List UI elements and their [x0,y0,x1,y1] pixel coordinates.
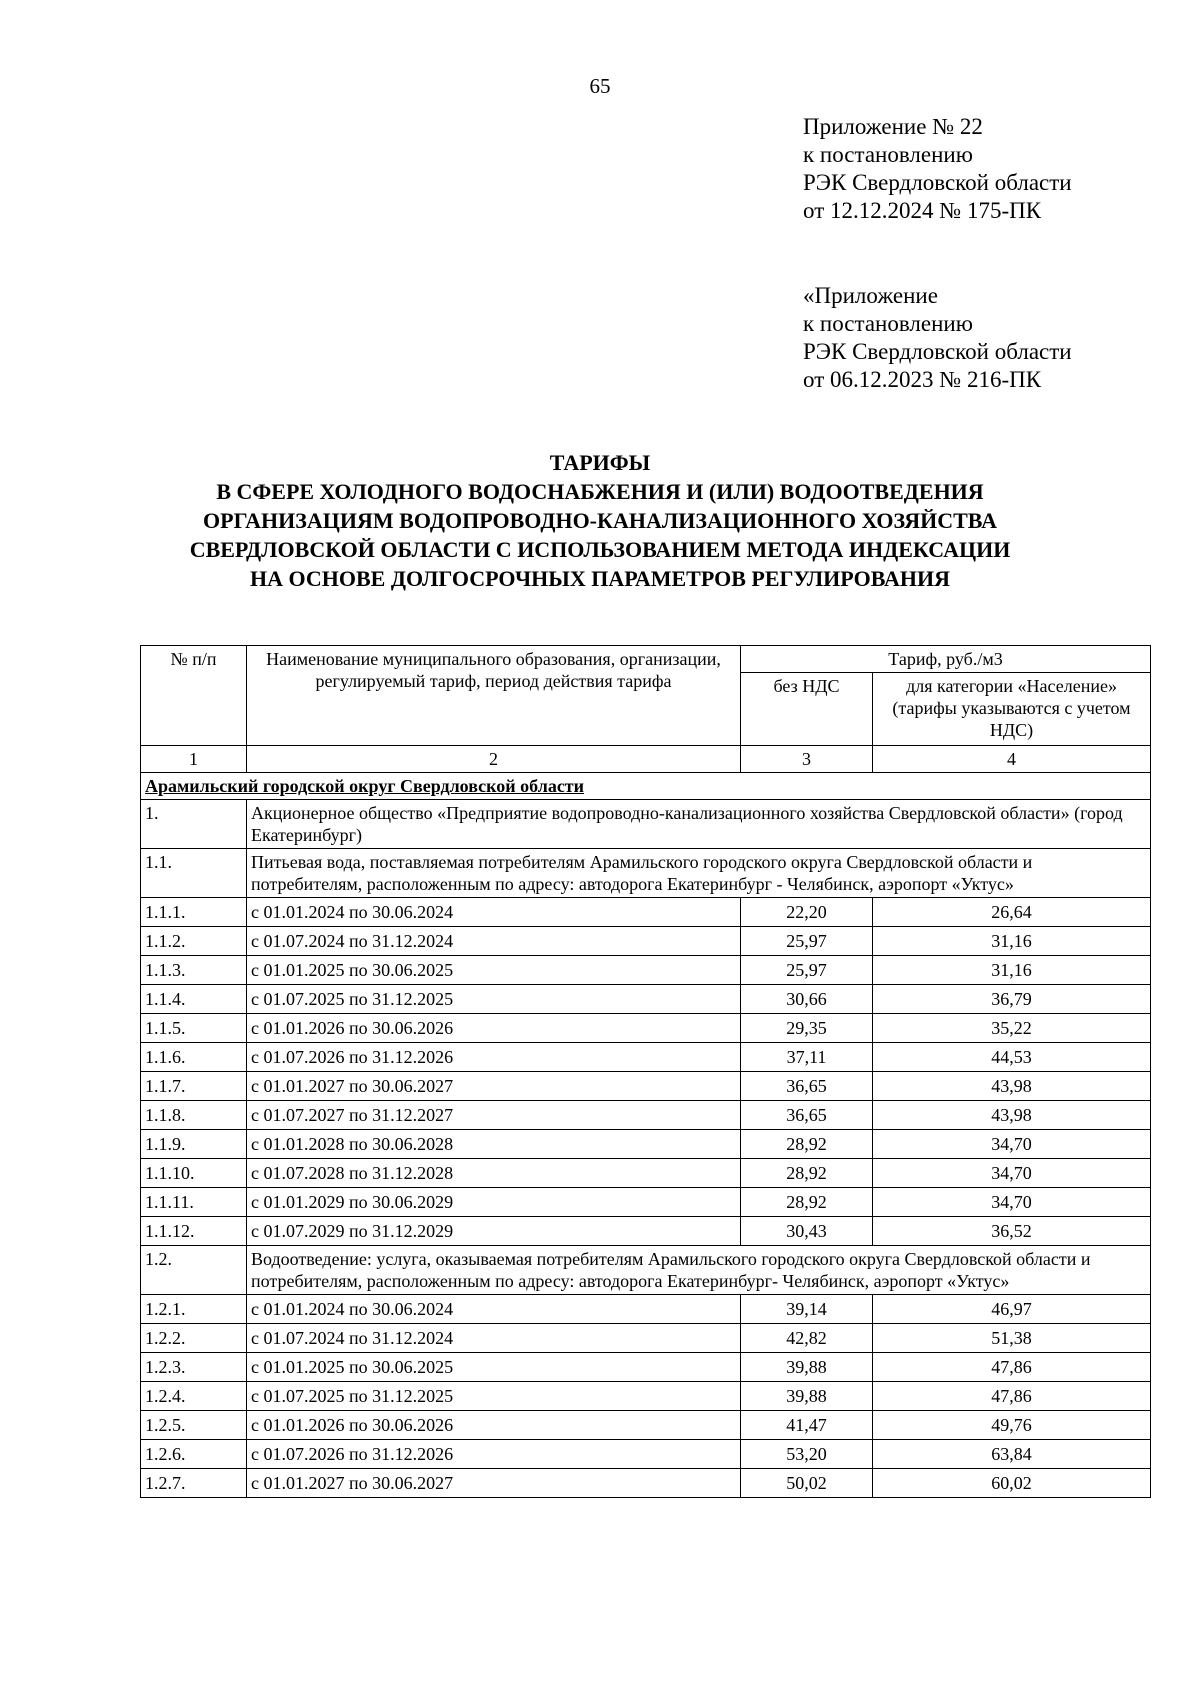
table-row [141,956,1151,985]
table-row [141,1072,1151,1101]
column-number: 2 [247,746,741,773]
period-cell: с 01.01.2025 по 30.06.2025 [247,1353,741,1382]
row-number: 1.2.7. [141,1469,247,1498]
tariff-population-cell: 34,70 [873,1188,1151,1217]
period-cell: с 01.01.2027 по 30.06.2027 [247,1072,741,1101]
table-header-row [141,646,1151,673]
organization-name: Акционерное общество «Предприятие водопроводно-канализационного хозяйства Свердловской области» (город Екатеринбург) [247,800,1151,849]
section-row [141,1246,1151,1295]
tariff-no-vat-cell: 36,65 [741,1072,873,1101]
appendix-line: Приложение № 22 [803,114,983,139]
tariff-population-cell: 26,64 [873,898,1151,927]
row-number: 1.1.10. [141,1159,247,1188]
period-cell: с 01.01.2027 по 30.06.2027 [247,1469,741,1498]
row-number: 1. [141,800,247,849]
row-number: 1.2.6. [141,1440,247,1469]
title-line: СВЕРДЛОВСКОЙ ОБЛАСТИ С ИСПОЛЬЗОВАНИЕМ МЕТОДА ИНДЕКСАЦИИ [189,537,1011,562]
row-number: 1.1.3. [141,956,247,985]
tariff-population-cell: 35,22 [873,1014,1151,1043]
period-cell: с 01.07.2027 по 31.12.2027 [247,1101,741,1130]
table-row [141,1159,1151,1188]
period-cell: с 01.01.2029 по 30.06.2029 [247,1188,741,1217]
tariff-population-cell: 36,52 [873,1217,1151,1246]
appendix-line: к постановлению [803,142,973,167]
tariff-population-cell: 34,70 [873,1159,1151,1188]
title-line: В СФЕРЕ ХОЛОДНОГО ВОДОСНАБЖЕНИЯ И (ИЛИ) ВОДООТВЕДЕНИЯ [216,479,984,504]
period-cell: с 01.07.2028 по 31.12.2028 [247,1159,741,1188]
row-number: 1.1.5. [141,1014,247,1043]
tariff-no-vat-cell: 30,43 [741,1217,873,1246]
period-cell: с 01.01.2024 по 30.06.2024 [247,1295,741,1324]
tariff-population-cell: 36,79 [873,985,1151,1014]
appendix-line: к постановлению [803,311,973,336]
table-row [141,1411,1151,1440]
row-number: 1.2.4. [141,1382,247,1411]
tariff-population-cell: 49,76 [873,1411,1151,1440]
tariff-population-cell: 31,16 [873,956,1151,985]
period-cell: с 01.07.2026 по 31.12.2026 [247,1440,741,1469]
row-number: 1.1.6. [141,1043,247,1072]
header-name: Наименование муниципального образования, организации, регулируемый тариф, период действия тарифа [247,646,741,746]
tariff-no-vat-cell: 53,20 [741,1440,873,1469]
tariff-no-vat-cell: 39,88 [741,1382,873,1411]
tariff-no-vat-cell: 37,11 [741,1043,873,1072]
table-row [141,927,1151,956]
tariff-table [140,645,1151,1498]
tariff-no-vat-cell: 42,82 [741,1324,873,1353]
table-row [141,1440,1151,1469]
tariff-population-cell: 43,98 [873,1101,1151,1130]
tariff-population-cell: 31,16 [873,927,1151,956]
appendix-line: «Приложение [803,283,938,308]
table-row [141,1353,1151,1382]
tariff-population-cell: 46,97 [873,1295,1151,1324]
table-row [141,1188,1151,1217]
period-cell: с 01.07.2025 по 31.12.2025 [247,1382,741,1411]
appendix-line: РЭК Свердловской области [803,170,1072,195]
tariff-no-vat-cell: 25,97 [741,927,873,956]
row-number: 1.1.8. [141,1101,247,1130]
title-line: НА ОСНОВЕ ДОЛГОСРОЧНЫХ ПАРАМЕТРОВ РЕГУЛИРОВАНИЯ [249,566,950,591]
period-cell: с 01.07.2025 по 31.12.2025 [247,985,741,1014]
tariff-no-vat-cell: 29,35 [741,1014,873,1043]
section-row [141,849,1151,898]
table-row [141,1101,1151,1130]
table-row [141,1469,1151,1498]
period-cell: с 01.01.2028 по 30.06.2028 [247,1130,741,1159]
appendix-reference-original [803,282,1072,394]
table-row [141,985,1151,1014]
title-line: ТАРИФЫ [549,450,651,475]
region-row [141,773,1151,800]
section-name: Питьевая вода, поставляемая потребителям Арамильского городского округа Свердловской области и потребителям, расположенным по адресу: автодорога Екатеринбург - Челябинск, аэропорт «Уктус» [247,849,1151,898]
tariff-no-vat-cell: 28,92 [741,1188,873,1217]
column-numbers-row [141,746,1151,773]
table-row [141,1217,1151,1246]
table-row [141,1043,1151,1072]
tariff-no-vat-cell: 39,14 [741,1295,873,1324]
tariff-population-cell: 51,38 [873,1324,1151,1353]
header-no-vat: без НДС [741,673,873,746]
tariff-population-cell: 47,86 [873,1353,1151,1382]
row-number: 1.2.5. [141,1411,247,1440]
header-population: для категории «Население» (тарифы указываются с учетом НДС) [873,673,1151,746]
period-cell: с 01.07.2024 по 31.12.2024 [247,927,741,956]
row-number: 1.1.12. [141,1217,247,1246]
period-cell: с 01.01.2026 по 30.06.2026 [247,1014,741,1043]
tariff-population-cell: 44,53 [873,1043,1151,1072]
row-number: 1.2.3. [141,1353,247,1382]
tariff-no-vat-cell: 30,66 [741,985,873,1014]
appendix-line: РЭК Свердловской области [803,339,1072,364]
table-row [141,1324,1151,1353]
tariff-population-cell: 47,86 [873,1382,1151,1411]
tariff-no-vat-cell: 36,65 [741,1101,873,1130]
tariff-no-vat-cell: 28,92 [741,1159,873,1188]
row-number: 1.2. [141,1246,247,1295]
row-number: 1.1.1. [141,898,247,927]
table-row [141,1014,1151,1043]
table-row [141,1130,1151,1159]
tariff-population-cell: 63,84 [873,1440,1151,1469]
row-number: 1.1.4. [141,985,247,1014]
column-number: 3 [741,746,873,773]
tariff-no-vat-cell: 22,20 [741,898,873,927]
section-name: Водоотведение: услуга, оказываемая потребителям Арамильского городского округа Свердловской области и потребителям, расположенным по адресу: автодорога Екатеринбург- Челябинск, аэропорт «Уктус» [247,1246,1151,1295]
appendix-line: от 12.12.2024 № 175-ПК [803,198,1042,223]
tariff-population-cell: 43,98 [873,1072,1151,1101]
tariff-no-vat-cell: 25,97 [741,956,873,985]
appendix-reference-current [803,113,1072,225]
column-number: 1 [141,746,247,773]
period-cell: с 01.01.2026 по 30.06.2026 [247,1411,741,1440]
header-tariff: Тариф, руб./м3 [741,646,1151,673]
tariff-population-cell: 60,02 [873,1469,1151,1498]
tariff-no-vat-cell: 41,47 [741,1411,873,1440]
period-cell: с 01.01.2024 по 30.06.2024 [247,898,741,927]
tariff-no-vat-cell: 28,92 [741,1130,873,1159]
tariff-no-vat-cell: 39,88 [741,1353,873,1382]
title-line: ОРГАНИЗАЦИЯМ ВОДОПРОВОДНО-КАНАЛИЗАЦИОННОГО ХОЗЯЙСТВА [203,508,997,533]
header-num: № п/п [141,646,247,746]
tariff-population-cell: 34,70 [873,1130,1151,1159]
period-cell: с 01.07.2029 по 31.12.2029 [247,1217,741,1246]
row-number: 1.1.7. [141,1072,247,1101]
appendix-line: от 06.12.2023 № 216-ПК [803,367,1042,392]
document-title [0,448,1200,593]
region-name: Арамильский городской округ Свердловской области [141,773,1151,800]
table-row [141,1382,1151,1411]
row-number: 1.1. [141,849,247,898]
period-cell: с 01.07.2026 по 31.12.2026 [247,1043,741,1072]
period-cell: с 01.01.2025 по 30.06.2025 [247,956,741,985]
period-cell: с 01.07.2024 по 31.12.2024 [247,1324,741,1353]
row-number: 1.1.9. [141,1130,247,1159]
table-row [141,1295,1151,1324]
column-number: 4 [873,746,1151,773]
tariff-no-vat-cell: 50,02 [741,1469,873,1498]
organization-row [141,800,1151,849]
row-number: 1.2.2. [141,1324,247,1353]
table-row [141,898,1151,927]
row-number: 1.2.1. [141,1295,247,1324]
row-number: 1.1.2. [141,927,247,956]
row-number: 1.1.11. [141,1188,247,1217]
page-number: 65 [589,74,611,98]
